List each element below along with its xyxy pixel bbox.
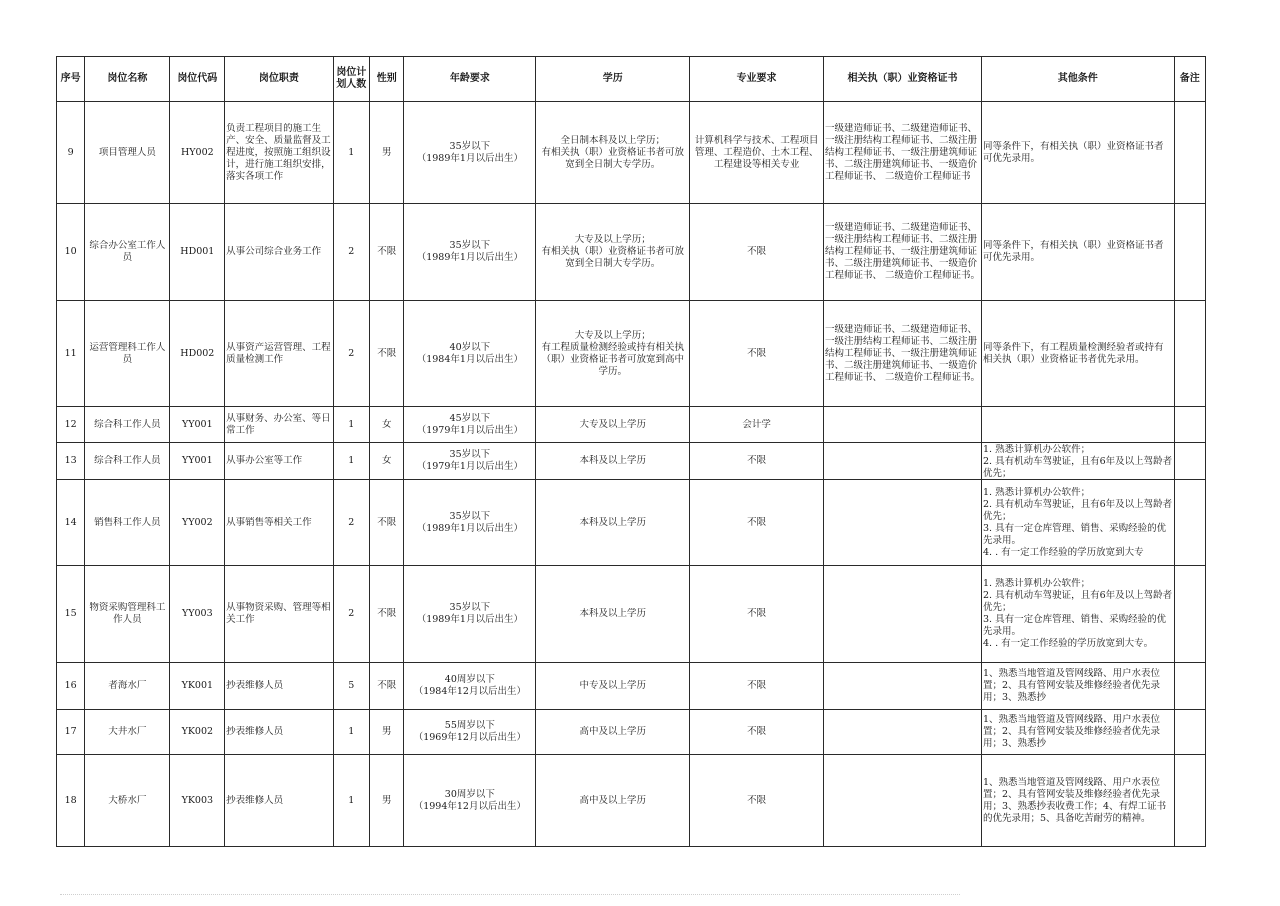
header-gender: 性别 xyxy=(370,57,404,102)
row-position-code xyxy=(170,663,225,710)
recruitment-table xyxy=(56,56,1206,847)
row-gender xyxy=(370,102,404,204)
age-birth-note: （1979年1月以后出生） xyxy=(416,424,523,436)
row-education xyxy=(536,663,690,710)
row-major-text: 不限 xyxy=(747,726,767,737)
row-gender-text: 不限 xyxy=(377,608,397,619)
row-position-name-text: 项目管理人员 xyxy=(98,146,156,158)
table-row xyxy=(57,663,1206,710)
row-planned-count xyxy=(333,443,369,480)
row-position-name-text: 综合科工作人员 xyxy=(94,418,161,430)
row-major-text: 不限 xyxy=(747,455,767,466)
row-major xyxy=(690,480,824,566)
row-other-conditions xyxy=(982,407,1175,443)
table-row xyxy=(57,204,1206,301)
age-birth-note: （1989年1月以后出生） xyxy=(416,522,523,534)
row-gender-text: 男 xyxy=(382,146,392,158)
row-index-text: 11 xyxy=(64,347,77,359)
age-limit: 35岁以下 xyxy=(449,510,491,522)
row-education xyxy=(536,301,690,407)
row-duty xyxy=(225,755,333,847)
row-position-code-text: YY003 xyxy=(181,608,213,619)
row-position-code xyxy=(170,566,225,663)
row-certificate xyxy=(823,102,981,204)
row-index xyxy=(57,480,85,566)
row-major xyxy=(690,443,824,480)
row-planned-count xyxy=(333,102,369,204)
age-limit: 30周岁以下 xyxy=(444,788,495,800)
row-index-text: 14 xyxy=(64,516,77,528)
row-planned-count-text: 2 xyxy=(348,246,355,257)
row-planned-count-text: 2 xyxy=(348,347,355,359)
row-other-conditions xyxy=(982,755,1175,847)
row-age xyxy=(404,301,536,407)
row-remarks xyxy=(1174,301,1206,407)
row-other-conditions-text: 1. 熟悉计算机办公软件； 2. 具有机动车驾驶证，且有6年及以上驾龄者优先； xyxy=(983,443,1173,479)
table-header-row xyxy=(57,57,1206,102)
row-duty xyxy=(225,407,333,443)
row-education xyxy=(536,204,690,301)
row-major-text: 会计学 xyxy=(742,418,771,430)
row-education xyxy=(536,710,690,755)
row-other-conditions-text: 同等条件下，有工程质量检测经验者或持有相关执（职）业资格证书者优先录用。 xyxy=(983,341,1164,365)
table-row xyxy=(57,480,1206,566)
row-education-text: 本科及以上学历 xyxy=(579,608,646,619)
row-education xyxy=(536,407,690,443)
row-major xyxy=(690,301,824,407)
row-remarks xyxy=(1174,710,1206,755)
row-other-conditions xyxy=(982,301,1175,407)
row-other-conditions-text: 1、熟悉当地管道及管网线路、用户水表位置；2、具有管网安装及维修经验者优先录用；3、熟悉抄表收费工作；4、有焊工证书的优先录用；5、具备吃苦耐劳的精神。 xyxy=(983,776,1167,824)
row-planned-count-text: 2 xyxy=(348,516,355,528)
row-planned-count-text: 5 xyxy=(348,680,355,691)
row-age xyxy=(404,443,536,480)
row-remarks xyxy=(1174,204,1206,301)
row-index-text: 15 xyxy=(64,608,77,619)
row-position-name xyxy=(85,407,170,443)
row-index-text: 12 xyxy=(64,418,77,430)
row-duty-text: 从事办公室等工作 xyxy=(226,455,303,466)
header-position-name: 岗位名称 xyxy=(85,57,170,102)
row-certificate xyxy=(823,663,981,710)
header-education: 学历 xyxy=(536,57,690,102)
row-index xyxy=(57,102,85,204)
row-index xyxy=(57,407,85,443)
row-index-text: 18 xyxy=(64,794,77,806)
row-education-text: 高中及以上学历 xyxy=(579,726,646,737)
row-position-code xyxy=(170,204,225,301)
row-education-text: 大专及以上学历； 有工程质量检测经验或持有相关执（职）业资格证书者可放宽到高中学历。 xyxy=(541,329,684,377)
row-gender-text: 女 xyxy=(382,455,392,466)
row-index-text: 16 xyxy=(64,680,77,691)
header-position-code: 岗位代码 xyxy=(170,57,225,102)
row-age xyxy=(404,663,536,710)
row-age xyxy=(404,710,536,755)
row-planned-count-text: 1 xyxy=(348,455,355,466)
header-duty: 岗位职责 xyxy=(225,57,333,102)
row-position-name-text: 大井水厂 xyxy=(108,726,147,737)
row-education-text: 中专及以上学历 xyxy=(579,680,646,691)
row-position-code-text: YY002 xyxy=(181,516,213,528)
row-duty-text: 抄表维修人员 xyxy=(226,680,284,691)
row-education xyxy=(536,755,690,847)
row-position-name xyxy=(85,566,170,663)
row-position-code xyxy=(170,755,225,847)
row-certificate-text: 一级建造师证书、二级建造师证书、一级注册结构工程师证书、二级注册结构工程师证书、一级注册建筑师证书、二级注册建筑师证书、一级造价工程师证书、 二级造价工程师证书。 xyxy=(824,222,980,281)
row-education xyxy=(536,102,690,204)
row-major xyxy=(690,102,824,204)
table-row xyxy=(57,443,1206,480)
row-major-text: 不限 xyxy=(747,516,767,528)
row-remarks xyxy=(1174,663,1206,710)
row-index xyxy=(57,755,85,847)
row-position-name xyxy=(85,663,170,710)
row-major xyxy=(690,204,824,301)
row-other-conditions-text: 同等条件下，有相关执（职）业资格证书者可优先录用。 xyxy=(983,240,1164,263)
row-gender xyxy=(370,407,404,443)
age-limit: 35岁以下 xyxy=(449,140,491,152)
row-major-text: 不限 xyxy=(747,794,767,806)
row-major xyxy=(690,566,824,663)
age-birth-note: （1969年12月以后出生） xyxy=(413,732,526,743)
row-index-text: 13 xyxy=(64,455,77,466)
row-education-text: 本科及以上学历 xyxy=(579,516,646,528)
row-other-conditions xyxy=(982,566,1175,663)
row-gender-text: 不限 xyxy=(377,516,397,528)
row-duty-text: 抄表维修人员 xyxy=(226,726,284,737)
row-other-conditions-text: 同等条件下，有相关执（职）业资格证书者可优先录用。 xyxy=(983,140,1164,164)
row-duty-text: 负责工程项目的施工生产、安全、质量监督及工程进度，按照施工组织设计，进行施工组织安排，落实各项工作 xyxy=(226,122,331,182)
row-duty xyxy=(225,102,333,204)
row-position-name xyxy=(85,443,170,480)
row-position-code xyxy=(170,407,225,443)
row-other-conditions-text: 1. 熟悉计算机办公软件； 2. 具有机动车驾驶证，且有6年及以上驾龄者优先； 3. 具有一定仓库管理、销售、采购经验的优先录用。 4. . 有一定工作经验的学历放宽到大专 xyxy=(983,486,1173,558)
age-birth-note: （1994年12月以后出生） xyxy=(413,800,526,812)
row-other-conditions-text: 1. 熟悉计算机办公软件； 2. 具有机动车驾驶证，且有6年及以上驾龄者优先； 3. 具有一定仓库管理、销售、采购经验的优先录用。 4. . 有一定工作经验的学历放宽到大专。 xyxy=(983,578,1173,649)
row-education xyxy=(536,566,690,663)
row-education-text: 大专及以上学历； 有相关执（职）业资格证书者可放宽到全日制大专学历。 xyxy=(541,234,684,269)
row-duty xyxy=(225,443,333,480)
row-duty xyxy=(225,566,333,663)
row-certificate xyxy=(823,710,981,755)
age-birth-note: （1989年1月以后出生） xyxy=(416,152,523,164)
row-planned-count xyxy=(333,301,369,407)
header-remarks: 备注 xyxy=(1174,57,1206,102)
row-major-text: 不限 xyxy=(747,608,767,619)
table-body xyxy=(57,102,1206,847)
row-position-name-text: 者海水厂 xyxy=(108,680,147,691)
row-certificate xyxy=(823,443,981,480)
table-row xyxy=(57,102,1206,204)
row-duty-text: 从事资产运营管理、工程质量检测工作 xyxy=(226,341,331,365)
row-planned-count xyxy=(333,566,369,663)
row-position-code-text: YY001 xyxy=(181,455,213,466)
row-position-name xyxy=(85,301,170,407)
row-certificate xyxy=(823,480,981,566)
row-position-code-text: YY001 xyxy=(181,418,213,430)
row-remarks xyxy=(1174,443,1206,480)
age-limit: 35岁以下 xyxy=(449,240,491,251)
page-bottom-scan-line xyxy=(60,894,960,901)
row-certificate-text: 一级建造师证书、二级建造师证书、一级注册结构工程师证书、二级注册结构工程师证书、一级注册建筑师证书、二级注册建筑师证书、一级造价工程师证书、 二级造价工程师证书 xyxy=(824,122,977,182)
row-duty xyxy=(225,480,333,566)
row-gender xyxy=(370,663,404,710)
row-gender xyxy=(370,755,404,847)
row-major xyxy=(690,710,824,755)
row-gender-text: 不限 xyxy=(377,680,397,691)
row-major-text: 不限 xyxy=(747,347,767,359)
row-index xyxy=(57,301,85,407)
age-birth-note: （1989年1月以后出生） xyxy=(416,614,523,625)
table-row xyxy=(57,301,1206,407)
row-education-text: 本科及以上学历 xyxy=(579,455,646,466)
row-index xyxy=(57,204,85,301)
row-education-text: 高中及以上学历 xyxy=(579,794,646,806)
row-position-code-text: HD001 xyxy=(180,246,215,257)
age-birth-note: （1984年12月以后出生） xyxy=(413,686,526,697)
row-remarks xyxy=(1174,407,1206,443)
header-major: 专业要求 xyxy=(690,57,824,102)
row-major-text: 不限 xyxy=(747,246,767,257)
row-planned-count xyxy=(333,407,369,443)
row-duty xyxy=(225,663,333,710)
row-planned-count-text: 1 xyxy=(348,794,355,806)
row-other-conditions xyxy=(982,102,1175,204)
row-other-conditions-text: 1、熟悉当地管道及管网线路、用户水表位置；2、具有管网安装及维修经验者优先录用；3、熟悉抄 xyxy=(983,668,1161,703)
row-other-conditions xyxy=(982,480,1175,566)
header-age: 年龄要求 xyxy=(404,57,536,102)
age-limit: 40岁以下 xyxy=(449,341,491,353)
row-position-name-text: 运营管理科工作人员 xyxy=(89,341,166,365)
row-planned-count xyxy=(333,204,369,301)
row-certificate xyxy=(823,566,981,663)
row-planned-count xyxy=(333,755,369,847)
row-major-text: 计算机科学与技术、工程项目管理、工程造价、土木工程、工程建设等相关专业 xyxy=(694,134,819,170)
row-index-text: 10 xyxy=(64,246,77,257)
row-other-conditions xyxy=(982,663,1175,710)
row-education xyxy=(536,443,690,480)
age-birth-note: （1989年1月以后出生） xyxy=(416,252,523,263)
row-planned-count-text: 2 xyxy=(348,608,355,619)
row-position-code xyxy=(170,102,225,204)
table-row xyxy=(57,566,1206,663)
row-age xyxy=(404,566,536,663)
row-planned-count xyxy=(333,663,369,710)
row-duty-text: 从事物资采购、管理等相关工作 xyxy=(226,602,331,625)
row-other-conditions xyxy=(982,204,1175,301)
age-limit: 45岁以下 xyxy=(449,412,491,424)
row-gender-text: 不限 xyxy=(377,347,397,359)
row-position-name xyxy=(85,480,170,566)
row-other-conditions xyxy=(982,710,1175,755)
row-gender xyxy=(370,566,404,663)
row-major xyxy=(690,755,824,847)
row-certificate xyxy=(823,301,981,407)
row-position-name xyxy=(85,755,170,847)
row-position-name xyxy=(85,204,170,301)
row-gender-text: 不限 xyxy=(377,246,397,257)
row-planned-count xyxy=(333,480,369,566)
table-row xyxy=(57,755,1206,847)
header-other-conditions: 其他条件 xyxy=(982,57,1175,102)
age-limit: 35岁以下 xyxy=(449,449,491,460)
row-planned-count xyxy=(333,710,369,755)
row-position-code-text: HD002 xyxy=(180,347,215,359)
row-gender xyxy=(370,710,404,755)
row-index-text: 9 xyxy=(67,146,74,158)
row-gender xyxy=(370,301,404,407)
row-age xyxy=(404,204,536,301)
header-certificate: 相关执（职）业资格证书 xyxy=(823,57,981,102)
row-position-name-text: 销售科工作人员 xyxy=(94,516,161,528)
row-position-name-text: 物资采购管理科工作人员 xyxy=(89,602,166,625)
row-remarks xyxy=(1174,102,1206,204)
row-remarks xyxy=(1174,480,1206,566)
row-remarks xyxy=(1174,566,1206,663)
row-planned-count-text: 1 xyxy=(348,418,355,430)
row-gender-text: 男 xyxy=(382,726,392,737)
row-duty-text: 从事公司综合业务工作 xyxy=(226,246,322,257)
row-index xyxy=(57,710,85,755)
row-index xyxy=(57,443,85,480)
row-major-text: 不限 xyxy=(747,680,767,691)
header-index: 序号 xyxy=(57,57,85,102)
row-position-code xyxy=(170,301,225,407)
row-education-text: 全日制本科及以上学历； 有相关执（职）业资格证书者可放宽到全日制大专学历。 xyxy=(541,134,684,170)
row-index-text: 17 xyxy=(64,726,77,737)
row-other-conditions xyxy=(982,443,1175,480)
row-position-name-text: 大桥水厂 xyxy=(108,794,147,806)
row-gender-text: 男 xyxy=(382,794,392,806)
row-position-code-text: YK003 xyxy=(181,794,214,806)
row-planned-count-text: 1 xyxy=(348,726,355,737)
row-index xyxy=(57,566,85,663)
age-limit: 55周岁以下 xyxy=(444,720,495,731)
row-certificate-text: 一级建造师证书、二级建造师证书、一级注册结构工程师证书、二级注册结构工程师证书、一级注册建筑师证书、二级注册建筑师证书、一级造价工程师证书、 二级造价工程师证书。 xyxy=(824,323,980,383)
row-gender xyxy=(370,204,404,301)
row-age xyxy=(404,480,536,566)
row-remarks xyxy=(1174,755,1206,847)
row-age xyxy=(404,102,536,204)
row-duty xyxy=(225,204,333,301)
row-duty-text: 从事销售等相关工作 xyxy=(226,516,312,528)
row-major xyxy=(690,407,824,443)
row-major xyxy=(690,663,824,710)
row-certificate xyxy=(823,204,981,301)
row-age xyxy=(404,407,536,443)
row-position-code xyxy=(170,443,225,480)
row-position-name-text: 综合科工作人员 xyxy=(94,455,161,466)
row-position-name-text: 综合办公室工作人员 xyxy=(89,240,166,263)
row-position-name xyxy=(85,102,170,204)
row-position-code xyxy=(170,480,225,566)
row-position-code-text: HY002 xyxy=(180,146,214,158)
age-birth-note: （1984年1月以后出生） xyxy=(416,353,523,365)
row-education-text: 大专及以上学历 xyxy=(579,418,646,430)
row-duty-text: 从事财务、办公室、等日常工作 xyxy=(226,412,331,436)
row-position-code xyxy=(170,710,225,755)
age-limit: 40周岁以下 xyxy=(444,674,495,685)
row-duty-text: 抄表维修人员 xyxy=(226,794,284,806)
row-certificate xyxy=(823,755,981,847)
table-row xyxy=(57,710,1206,755)
row-position-name xyxy=(85,710,170,755)
row-gender xyxy=(370,480,404,566)
row-other-conditions-text: 1、熟悉当地管道及管网线路、用户水表位置；2、具有管网安装及维修经验者优先录用；3、熟悉抄 xyxy=(983,714,1161,749)
row-planned-count-text: 1 xyxy=(348,146,355,158)
row-certificate xyxy=(823,407,981,443)
row-gender-text: 女 xyxy=(382,418,392,430)
row-position-code-text: YK001 xyxy=(181,680,214,691)
row-duty xyxy=(225,301,333,407)
age-limit: 35岁以下 xyxy=(449,602,491,613)
row-education xyxy=(536,480,690,566)
row-position-code-text: YK002 xyxy=(181,726,214,737)
table-row xyxy=(57,407,1206,443)
age-birth-note: （1979年1月以后出生） xyxy=(416,461,523,472)
row-age xyxy=(404,755,536,847)
header-planned-count: 岗位计划人数 xyxy=(333,57,369,102)
row-index xyxy=(57,663,85,710)
row-gender xyxy=(370,443,404,480)
row-duty xyxy=(225,710,333,755)
